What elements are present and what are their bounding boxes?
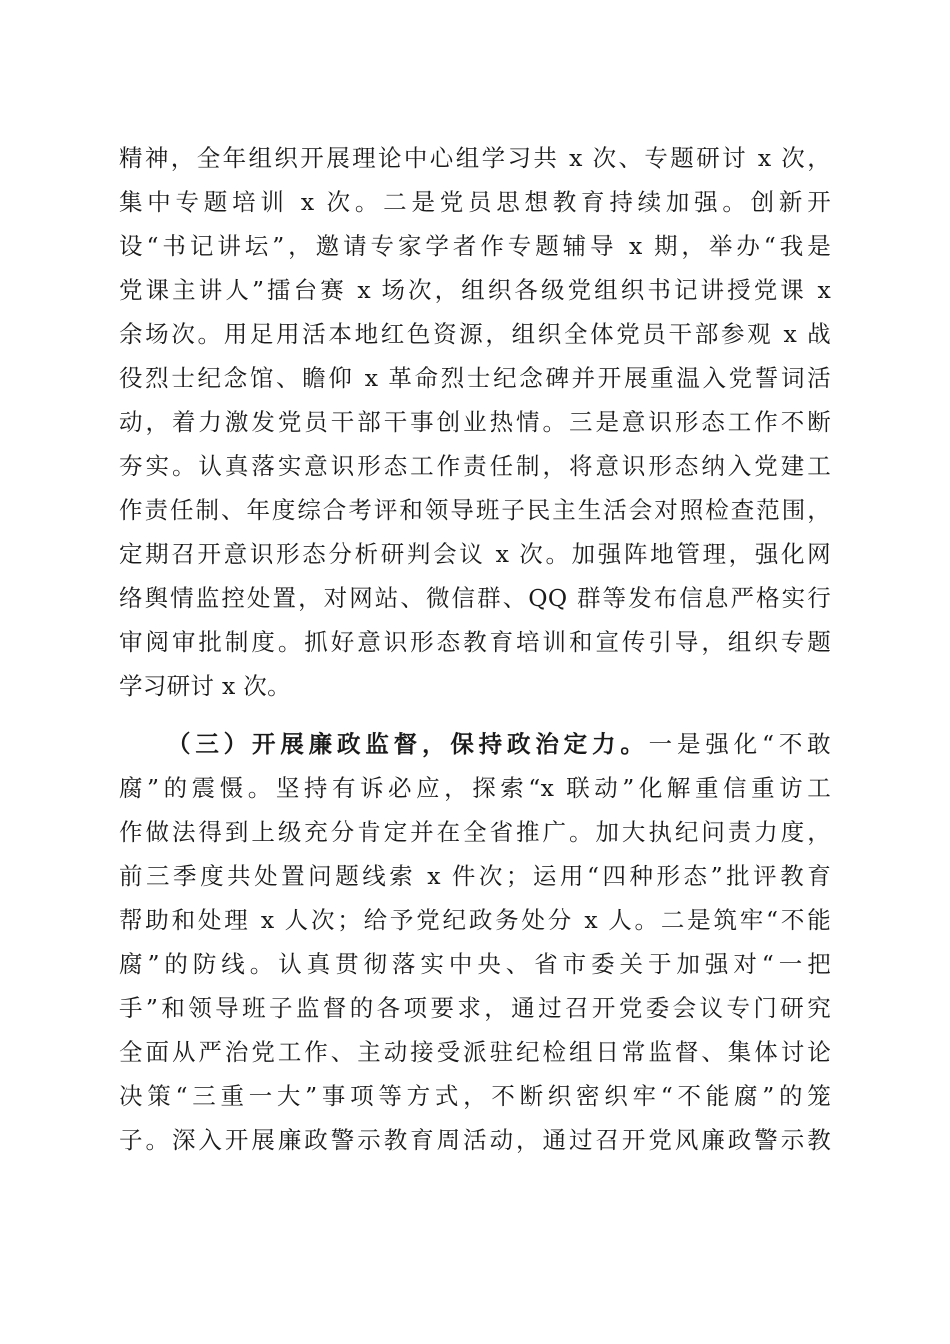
text-line: 设“书记讲坛”，邀请专家学者作专题辅导 x 期，举办“我是 — [119, 232, 831, 260]
text-line: 役烈士纪念馆、瞻仰 x 革命烈士纪念碑并开展重温入党誓词活 — [119, 364, 831, 392]
text-line: 前三季度共处置问题线索 x 件次；运用“四种形态”批评教育 — [119, 862, 831, 890]
text-line: 全面从严治党工作、主动接受派驻纪检组日常监督、集体讨论 — [119, 1038, 831, 1066]
section-heading-line — [167, 722, 831, 766]
text-line: 精神，全年组织开展理论中心组学习共 x 次、专题研讨 x 次， — [119, 144, 831, 172]
text-line: 作做法得到上级充分肯定并在全省推广。加大执纪问责力度， — [119, 818, 831, 846]
text-line: 帮助和处理 x 人次；给予党纪政务处分 x 人。二是筑牢“不能 — [119, 906, 831, 934]
text-line: 络舆情监控处置，对网站、微信群、QQ 群等发布信息严格实行 — [119, 584, 831, 612]
text-line: 动，着力激发党员干部干事创业热情。三是意识形态工作不断 — [119, 408, 831, 436]
heading-line-rest: 一是强化“不敢 — [648, 730, 831, 758]
text-line: 子。深入开展廉政警示教育周活动，通过召开党风廉政警示教 — [119, 1126, 831, 1154]
text-line: 党课主讲人”擂台赛 x 场次，组织各级党组织书记讲授党课 x — [119, 276, 831, 304]
text-line: 腐”的防线。认真贯彻落实中央、省市委关于加强对“一把 — [119, 950, 831, 978]
section-heading: （三）开展廉政监督，保持政治定力。 — [167, 730, 649, 758]
text-line: 学习研讨 x 次。 — [119, 672, 291, 700]
text-line: 夯实。认真落实意识形态工作责任制，将意识形态纳入党建工 — [119, 452, 831, 480]
text-line: 作责任制、年度综合考评和领导班子民主生活会对照检查范围， — [119, 496, 831, 524]
text-line: 余场次。用足用活本地红色资源，组织全体党员干部参观 x 战 — [119, 320, 831, 348]
text-line: 审阅审批制度。抓好意识形态教育培训和宣传引导，组织专题 — [119, 628, 831, 656]
text-line: 腐”的震慑。坚持有诉必应，探索“x 联动”化解重信重访工 — [119, 774, 831, 802]
text-line: 手”和领导班子监督的各项要求，通过召开党委会议专门研究 — [119, 994, 831, 1022]
text-line: 决策“三重一大”事项等方式，不断织密织牢“不能腐”的笼 — [119, 1082, 831, 1110]
text-line: 定期召开意识形态分析研判会议 x 次。加强阵地管理，强化网 — [119, 540, 831, 568]
text-line: 集中专题培训 x 次。二是党员思想教育持续加强。创新开 — [119, 188, 831, 216]
